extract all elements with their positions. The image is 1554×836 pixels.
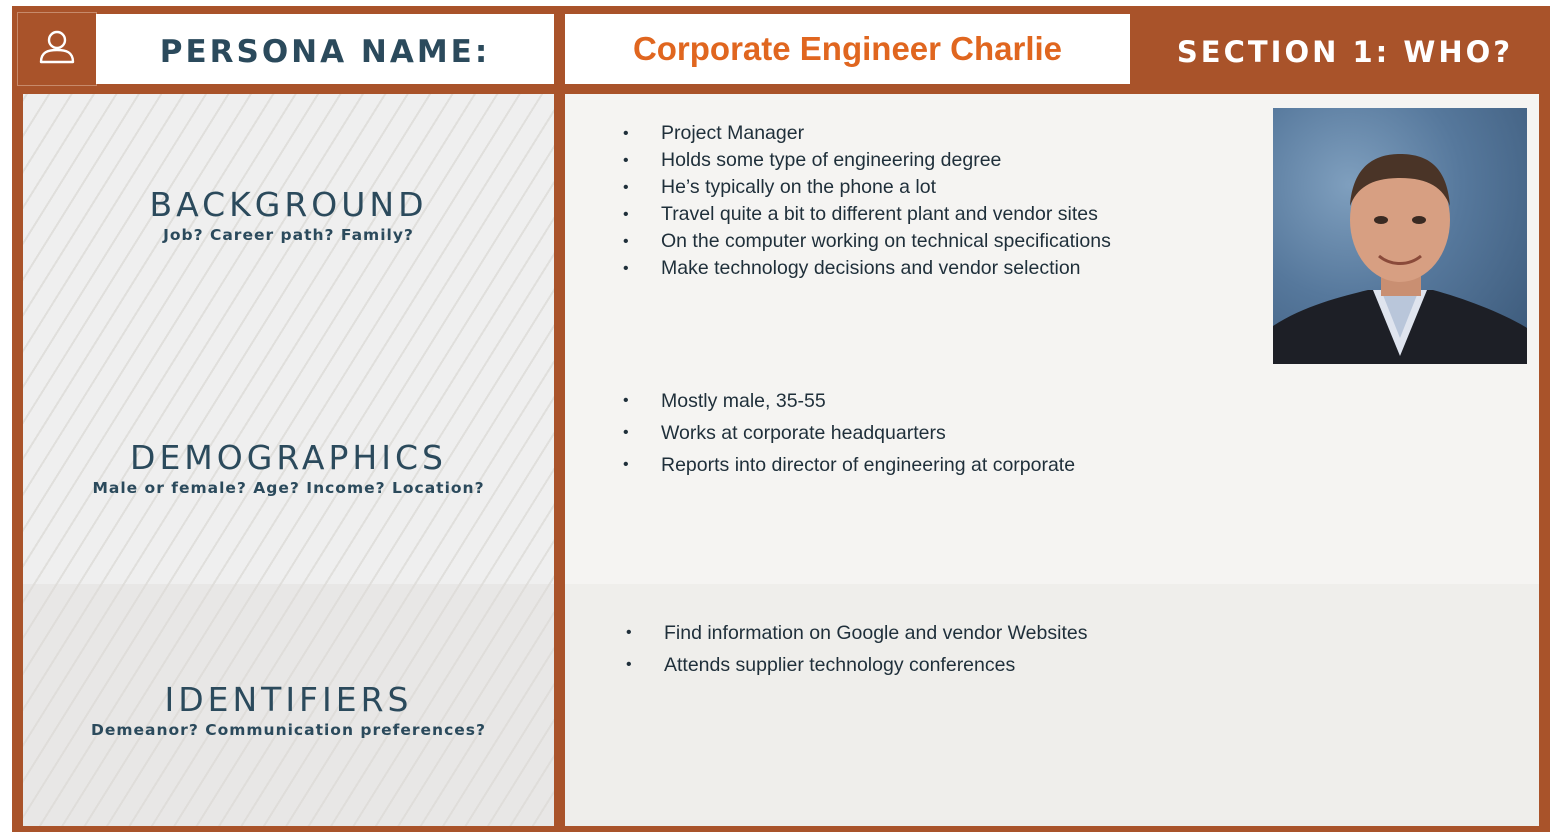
category-background (23, 186, 554, 244)
persona-label-box (96, 14, 554, 84)
category-subtitle: Demeanor? Communication preferences? (91, 721, 486, 739)
list-item: • Find information on Google and vendor Websites (626, 617, 1266, 649)
list-item: • On the computer working on technical specifications (623, 228, 1263, 255)
category-subtitle: Male or female? Age? Income? Location? (92, 479, 485, 497)
persona-label: PERSONA NAME: (159, 34, 491, 70)
list-item: • Holds some type of engineering degree (623, 147, 1263, 174)
demographics-bullets (623, 385, 1263, 481)
persona-photo (1273, 108, 1527, 364)
category-title: DEMOGRAPHICS (130, 438, 447, 477)
list-item: • Make technology decisions and vendor selection (623, 255, 1263, 282)
list-item: • Reports into director of engineering at corporate (623, 449, 1263, 481)
list-item: • Project Manager (623, 120, 1263, 147)
category-panel (23, 94, 554, 826)
category-identifiers (23, 681, 554, 739)
persona-name-box (565, 14, 1130, 84)
category-title: IDENTIFIERS (164, 680, 413, 719)
header-icon-box (17, 12, 97, 86)
list-item: • Works at corporate headquarters (623, 417, 1263, 449)
content-panel (565, 94, 1539, 826)
background-bullets (623, 120, 1263, 282)
persona-name: Corporate Engineer Charlie (632, 30, 1063, 67)
section-title: SECTION 1: WHO? (1176, 35, 1514, 69)
category-demographics (23, 439, 554, 497)
user-icon (37, 28, 77, 71)
category-title: BACKGROUND (149, 185, 428, 224)
identifiers-bullets (626, 617, 1266, 681)
list-item: • Attends supplier technology conferences (626, 649, 1266, 681)
list-item: • He’s typically on the phone a lot (623, 174, 1263, 201)
category-subtitle: Job? Career path? Family? (163, 226, 414, 244)
list-item: • Mostly male, 35-55 (623, 385, 1263, 417)
list-item: • Travel quite a bit to different plant and vendor sites (623, 201, 1263, 228)
